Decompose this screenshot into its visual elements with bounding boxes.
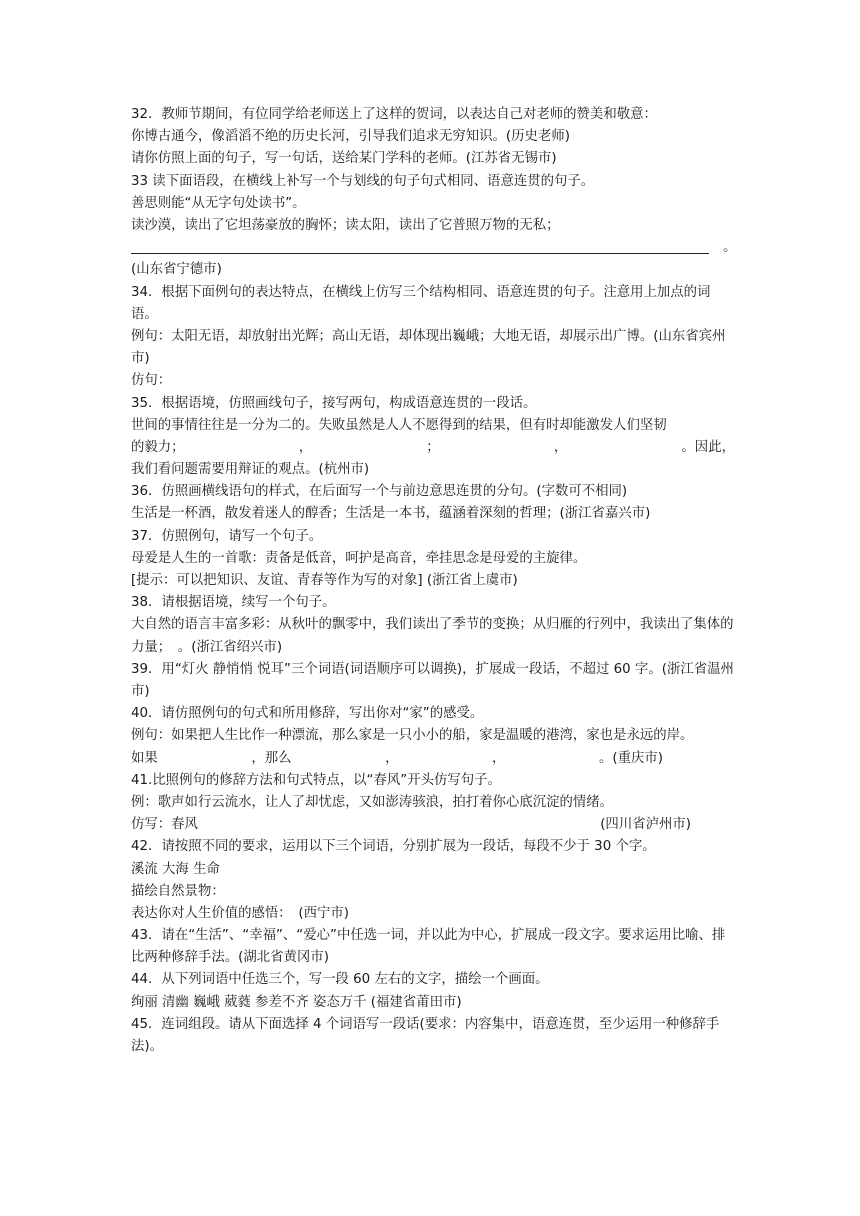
q33-blank-end: 。 xyxy=(723,240,737,256)
q42-words: 溪流 大海 生命 xyxy=(131,861,220,877)
q40-segment: ，那么 xyxy=(251,750,292,766)
q32-example: 你博古通今，像滔滔不绝的历史长河，引导我们追求无穷知识。(历史老师) xyxy=(131,129,570,145)
q33-answer-blank xyxy=(131,237,735,259)
q44-prompt: 44．从下列词语中任选三个，写一段 60 左右的文字，描绘一个画面。 xyxy=(131,972,549,988)
q43-prompt: 43．请在“生活”、“幸福”、“爱心”中任选一词，并以此为中心，扩展成一段文字。要求运用比喻、排比两种修辞手法。(湖北省黄冈市) xyxy=(131,928,726,966)
q33-source: (山东省宁德市) xyxy=(131,262,222,278)
q34-example: 例句：太阳无语，却放射出光辉；高山无语，却体现出巍峨；大地无语，却展示出广博。(山东省宾州市) xyxy=(131,328,726,367)
q37-example: 母爱是人生的一首歌：责备是低音，呵护是高音，牵挂思念是母爱的主旋律。 xyxy=(131,550,587,566)
q39-prompt: 39．用“灯火 静悄悄 悦耳”三个词语(词语顺序可以调换)，扩展成一段话，不超过 60 字。(浙江省温州市) xyxy=(131,661,734,699)
q41-answer-row xyxy=(131,814,691,836)
q40-example: 例句：如果把人生比作一种漂流，那么家是一只小小的船，家是温暖的港湾，家也是永远的岸。 xyxy=(131,728,694,744)
q37-prompt: 37．仿照例句，请写一个句子。 xyxy=(131,528,323,544)
q37-hint: [提示：可以把知识、友谊、青春等作为写的对象] (浙江省上虞市) xyxy=(131,573,518,588)
q35-passage: 世间的事情往往是一分为二的。失败虽然是人人不愿得到的结果，但有时却能激发人们坚韧 xyxy=(131,417,667,433)
q40-segment: ， xyxy=(385,750,399,766)
q36-prompt: 36．仿照画横线语句的样式，在后面写一个与前边意思连贯的分句。(字数可不相同) xyxy=(131,484,628,500)
q34-answer-label: 仿句： xyxy=(131,373,172,389)
q41-answer-label: 仿写：春风 xyxy=(131,817,198,833)
q35-segment: 的毅力； xyxy=(131,439,185,455)
q42-task-1: 描绘自然景物： xyxy=(131,883,225,899)
q32-instruction: 请你仿照上面的句子，写一句话，送给某门学科的老师。(江苏省无锡市) xyxy=(131,151,557,167)
q35-conclusion: 我们看问题需要用辩证的观点。(杭州市) xyxy=(131,462,370,478)
q38-passage: 大自然的语言丰富多彩：从秋叶的飘零中，我们读出了季节的变换；从归雁的行列中，我读出了集体的力量； 。(浙江省绍兴市) xyxy=(131,617,734,655)
q38-prompt: 38．请根据语境，续写一个句子。 xyxy=(131,595,336,611)
q45-prompt: 45．连词组段。请从下面选择 4 个词语写一段话(要求：内容集中，语意连贯，至少运用一种修辞手法)。 xyxy=(131,1016,720,1055)
q40-segment: 。(重庆市) xyxy=(598,750,663,766)
q35-segment: ； xyxy=(426,439,440,455)
q33-passage: 读沙漠，读出了它坦荡豪放的胸怀；读太阳，读出了它普照万物的无私； xyxy=(131,217,560,233)
q36-example: 生活是一杯酒，散发着迷人的醇香；生活是一本书，蕴涵着深刻的哲理；(浙江省嘉兴市) xyxy=(131,506,651,522)
q44-words: 绚丽 清幽 巍峨 葳蕤 参差不齐 姿态万千 (福建省莆田市) xyxy=(131,994,462,1010)
q40-segment: ， xyxy=(492,750,506,766)
q34-prompt: 34．根据下面例句的表达特点，在横线上仿写三个结构相同、语意连贯的句子。注意用上加点的词语。 xyxy=(131,284,711,322)
q41-prompt: 41.比照例句的修辞方法和句式特点，以“春风”开头仿写句子。 xyxy=(131,772,501,788)
q40-blank-row xyxy=(131,748,663,770)
exercise-list xyxy=(131,104,735,1058)
q35-segment: ， xyxy=(553,439,568,455)
q33-quote: 善思则能“从无字句处读书”。 xyxy=(131,195,306,211)
q35-blank-row xyxy=(131,437,735,459)
q40-segment: 如果 xyxy=(131,750,158,766)
q33-prompt: 33 读下面语段，在横线上补写一个与划线的句子句式相同、语意连贯的句子。 xyxy=(131,173,595,189)
q41-source: (四川省泸州市) xyxy=(600,817,691,833)
q35-segment: ， xyxy=(298,439,313,455)
q35-prompt: 35．根据语境，仿照画线句子，接写两句，构成语意连贯的一段话。 xyxy=(131,395,537,411)
answer-underline xyxy=(131,239,709,254)
q40-prompt: 40．请仿照例句的句式和所用修辞，写出你对“家”的感受。 xyxy=(131,706,484,722)
q41-example: 例：歌声如行云流水，让人了却忧虑，又如澎涛骇浪，拍打着你心底沉淀的情绪。 xyxy=(131,794,614,810)
q35-segment: 。因此， xyxy=(681,439,735,455)
q42-task-2: 表达你对人生价值的感悟： (西宁市) xyxy=(131,905,349,921)
q32-prompt: 32．教师节期间，有位同学给老师送上了这样的贺词，以表达自己对老师的赞美和敬意： xyxy=(131,107,657,122)
q42-prompt: 42．请按照不同的要求，运用以下三个词语，分别扩展为一段话，每段不少于 30 个字。 xyxy=(131,839,656,855)
